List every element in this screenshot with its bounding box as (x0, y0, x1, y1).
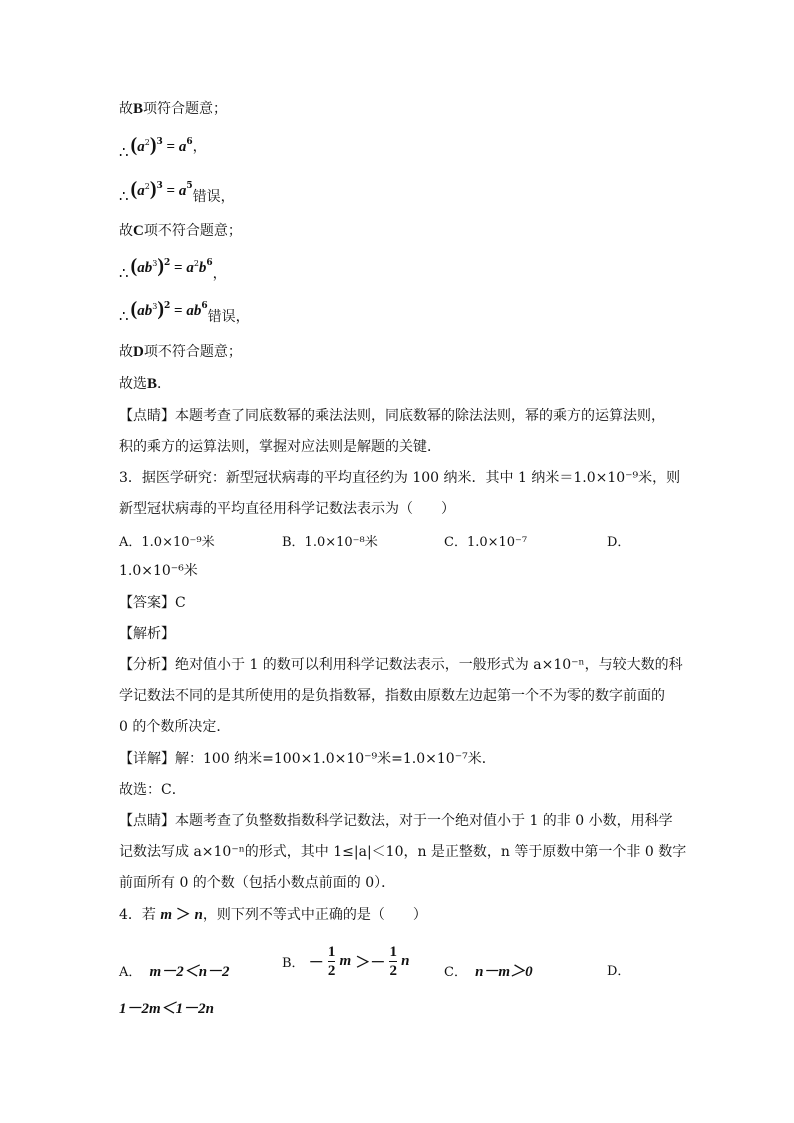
math-line-4: ∴ $(ab^3)^2 = ab^6$错误， (119, 298, 250, 325)
fenxi-a: 【分析】绝对值小于 1 的数可以利用科学记数法表示，一般形式为 a×10⁻ⁿ，与较大数的科 (119, 657, 683, 673)
dianjing-1b: 积的乘方的运算法则，掌握对应法则是解题的关键． (119, 439, 441, 455)
xiangjie: 【详解】解：100 纳米=100×1.0×10⁻⁹米=1.0×10⁻⁷米． (119, 751, 496, 767)
q4-option-d-label: D． (607, 964, 631, 979)
line-choose-b: 故选B． (119, 376, 172, 392)
fenxi-c: 0 的个数所决定． (119, 719, 231, 735)
dianjing-1a: 【点睛】本题考查了同底数幂的乘法法则，同底数幂的除法法则，幂的乘方的运算法则， (119, 408, 665, 424)
math-line-3: ∴ $(ab^3)^2 = a^2b^6$， (119, 255, 227, 282)
line-c-not-conforms: 故C项不符合题意； (119, 223, 242, 239)
q3-option-d: 1.0×10⁻⁶米 (119, 563, 198, 579)
jiexi-heading: 【解析】 (119, 626, 175, 642)
line-d-not-conforms: 故D项不符合题意； (119, 344, 242, 360)
q3-option-c: C．1.0×10⁻⁷ (444, 535, 528, 550)
guxuan: 故选：C． (119, 782, 186, 798)
line-b-conforms: 故B项符合题意； (119, 101, 228, 117)
q4-option-b: B． － $\frac{1}{2}$ $m >- \frac{1}{2}$ n (282, 944, 410, 979)
q3-stem-b: 新型冠状病毒的平均直径用科学记数法表示为（ ） (119, 501, 455, 517)
q4-option-a: A． m－2＜n－2 (119, 964, 230, 980)
q3-option-d-label: D． (607, 535, 631, 550)
dianjing-2c: 前面所有 0 的个数（包括小数点前面的 0）． (119, 875, 396, 891)
dianjing-2b: 记数法写成 a×10⁻ⁿ的形式，其中 1≤|a|＜10，n 是正整数，n 等于原数中第一个非 0 数字 (119, 844, 687, 860)
q3-stem-a: 3．据医学研究：新型冠状病毒的平均直径约为 100 纳米．其中 1 纳米＝1.0×10⁻⁹米，则 (119, 470, 681, 486)
q3-option-a: A．1.0×10⁻⁹米 (119, 535, 215, 550)
q4-option-d: 1－2m＜1－2n (119, 1001, 215, 1017)
q4-stem: 4．若 m ＞ n，则下列不等式中正确的是（ ） (119, 907, 427, 923)
fenxi-b: 学记数法不同的是其所使用的是负指数幂，指数由原数左边起第一个不为零的数字前面的 (119, 688, 665, 704)
math-line-2: ∴ $(a^2)^3 = a^5$错误， (119, 178, 235, 205)
dianjing-2a: 【点睛】本题考查了负整数指数科学记数法，对于一个绝对值小于 1 的非 0 小数，用科学 (119, 813, 673, 829)
answer: 【答案】C (119, 595, 186, 611)
math-line-1: ∴ $(a^2)^3 = a^6$， (119, 134, 207, 161)
q3-option-b: B．1.0×10⁻⁸米 (282, 535, 378, 550)
q4-option-c: C． n－m＞0 (444, 964, 533, 980)
